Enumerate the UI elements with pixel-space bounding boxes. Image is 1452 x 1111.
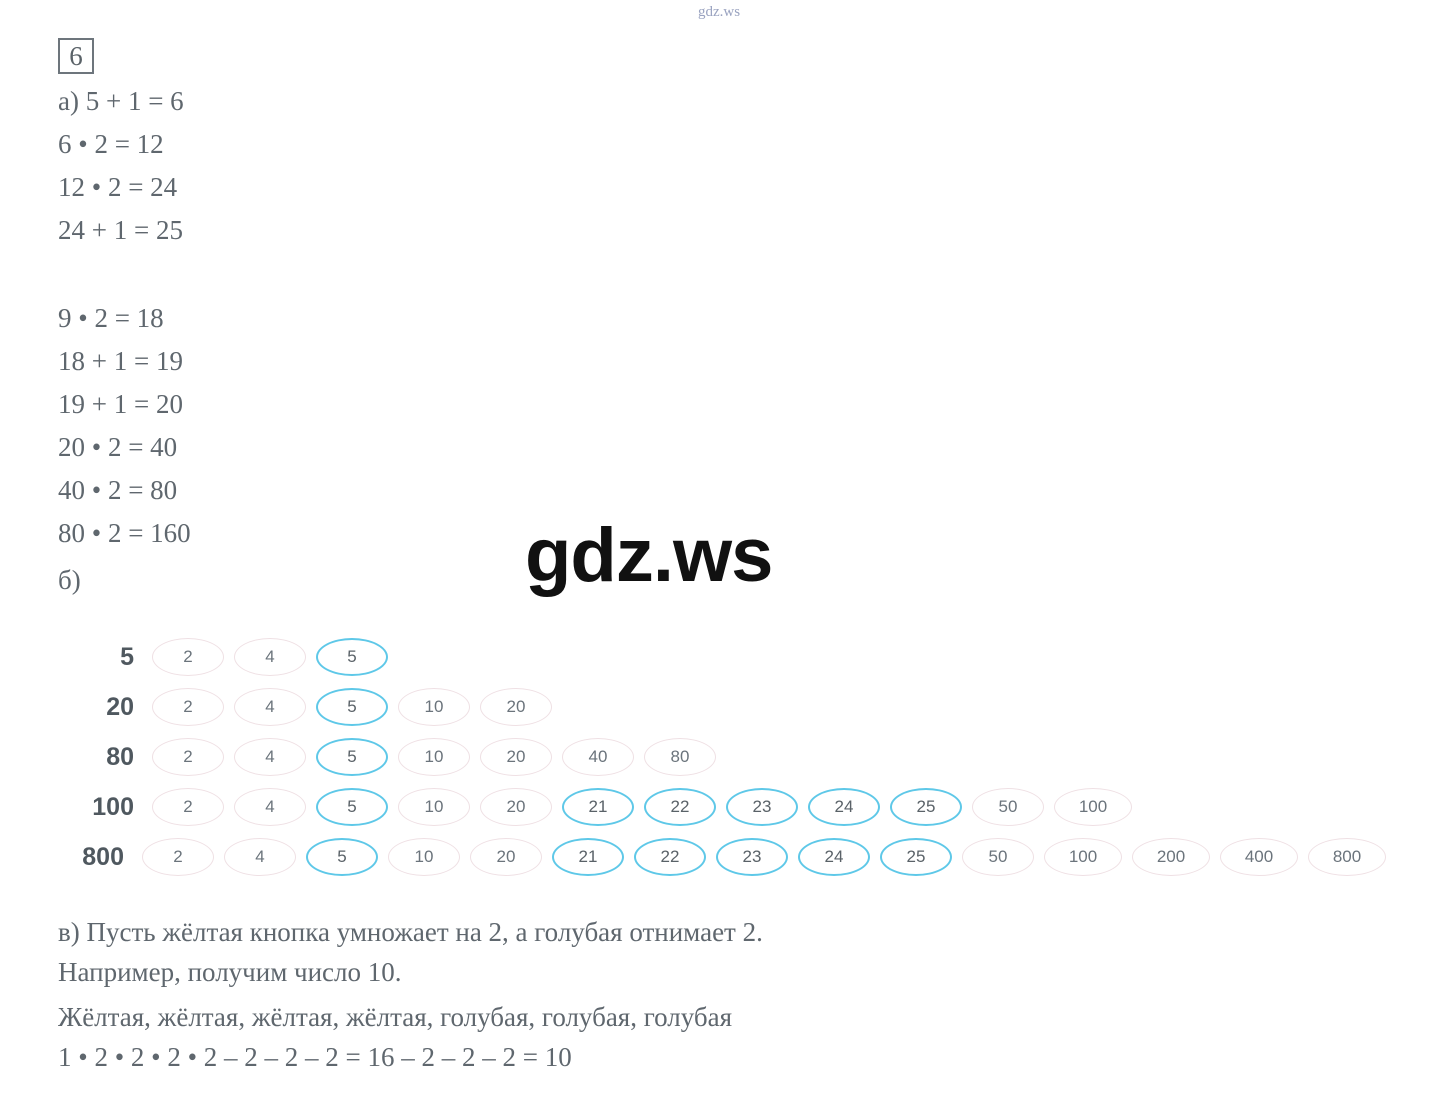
solution-line-a4: 24 + 1 = 25 xyxy=(58,215,183,245)
chain-row xyxy=(56,632,1396,682)
solution-line-v2: Например, получим число 10. xyxy=(58,957,402,987)
chain-bubble: 22 xyxy=(644,788,716,826)
solution-line-b5: 40 • 2 = 80 xyxy=(58,475,178,505)
chain-bubble: 20 xyxy=(480,738,552,776)
chain-row-target: 5 xyxy=(120,642,134,671)
solution-line-b4: 20 • 2 = 40 xyxy=(58,432,178,462)
chain-row xyxy=(56,832,1396,882)
chain-bubble: 5 xyxy=(316,788,388,826)
solution-line-a3: 12 • 2 = 24 xyxy=(58,172,178,202)
chain-bubble: 100 xyxy=(1044,838,1122,876)
chain-bubble-group xyxy=(142,838,1396,876)
chain-bubble: 4 xyxy=(234,688,306,726)
chain-bubble: 40 xyxy=(562,738,634,776)
chain-bubble: 10 xyxy=(398,738,470,776)
chain-bubble: 80 xyxy=(644,738,716,776)
chain-row xyxy=(56,782,1396,832)
solution-line-b3: 19 + 1 = 20 xyxy=(58,389,183,419)
chain-bubble: 21 xyxy=(562,788,634,826)
chain-bubble-group xyxy=(152,688,562,726)
chain-row xyxy=(56,682,1396,732)
chain-bubble: 23 xyxy=(716,838,788,876)
chain-bubble: 2 xyxy=(152,788,224,826)
chain-row-target: 20 xyxy=(106,692,134,721)
chain-bubble: 10 xyxy=(398,788,470,826)
solution-line-b2: 18 + 1 = 19 xyxy=(58,346,183,376)
solution-line-a2: 6 • 2 = 12 xyxy=(58,129,164,159)
chain-row xyxy=(56,732,1396,782)
chain-bubble: 5 xyxy=(316,638,388,676)
solution-line-b1: 9 • 2 = 18 xyxy=(58,303,164,333)
chain-bubble: 4 xyxy=(234,788,306,826)
chain-bubble: 2 xyxy=(142,838,214,876)
part-b-label: б) xyxy=(58,565,81,595)
chain-row-target: 100 xyxy=(92,792,134,821)
chain-bubble: 4 xyxy=(234,638,306,676)
chain-bubble-group xyxy=(152,738,726,776)
chain-bubble: 20 xyxy=(480,788,552,826)
solution-line-v4: 1 • 2 • 2 • 2 • 2 – 2 – 2 – 2 = 16 – 2 – 2 – 2 = 10 xyxy=(58,1042,572,1072)
chain-bubble: 24 xyxy=(808,788,880,826)
chain-bubble: 23 xyxy=(726,788,798,826)
watermark-center: gdz.ws xyxy=(525,513,773,598)
solution-line-v3: Жёлтая, жёлтая, жёлтая, жёлтая, голубая, голубая, голубая xyxy=(58,1002,733,1032)
watermark-top: gdz.ws xyxy=(698,4,741,20)
solution-line-b6: 80 • 2 = 160 xyxy=(58,518,191,548)
chain-bubble: 25 xyxy=(880,838,952,876)
chain-bubble: 20 xyxy=(480,688,552,726)
chain-bubble: 20 xyxy=(470,838,542,876)
chain-bubble-group xyxy=(152,638,398,676)
chain-bubble: 10 xyxy=(398,688,470,726)
solution-line-a1: а) 5 + 1 = 6 xyxy=(58,86,184,116)
chain-bubble: 25 xyxy=(890,788,962,826)
chain-bubble: 50 xyxy=(962,838,1034,876)
chain-bubble: 200 xyxy=(1132,838,1210,876)
chain-bubble: 4 xyxy=(234,738,306,776)
chain-bubble: 50 xyxy=(972,788,1044,826)
chain-bubble: 4 xyxy=(224,838,296,876)
chain-bubble: 2 xyxy=(152,638,224,676)
chain-bubble: 5 xyxy=(316,738,388,776)
task-number-badge: 6 xyxy=(58,38,94,74)
chain-bubble: 21 xyxy=(552,838,624,876)
chain-bubble: 400 xyxy=(1220,838,1298,876)
chain-bubble-group xyxy=(152,788,1142,826)
chain-bubble: 22 xyxy=(634,838,706,876)
chain-bubble: 2 xyxy=(152,688,224,726)
chain-bubble: 24 xyxy=(798,838,870,876)
chain-bubble: 2 xyxy=(152,738,224,776)
chain-row-target: 80 xyxy=(106,742,134,771)
solution-line-v1: в) Пусть жёлтая кнопка умножает на 2, а голубая отнимает 2. xyxy=(58,917,763,947)
chain-diagram xyxy=(56,632,1396,882)
chain-row-target: 800 xyxy=(82,842,124,871)
chain-bubble: 10 xyxy=(388,838,460,876)
chain-bubble: 100 xyxy=(1054,788,1132,826)
chain-bubble: 5 xyxy=(306,838,378,876)
chain-bubble: 800 xyxy=(1308,838,1386,876)
chain-bubble: 5 xyxy=(316,688,388,726)
